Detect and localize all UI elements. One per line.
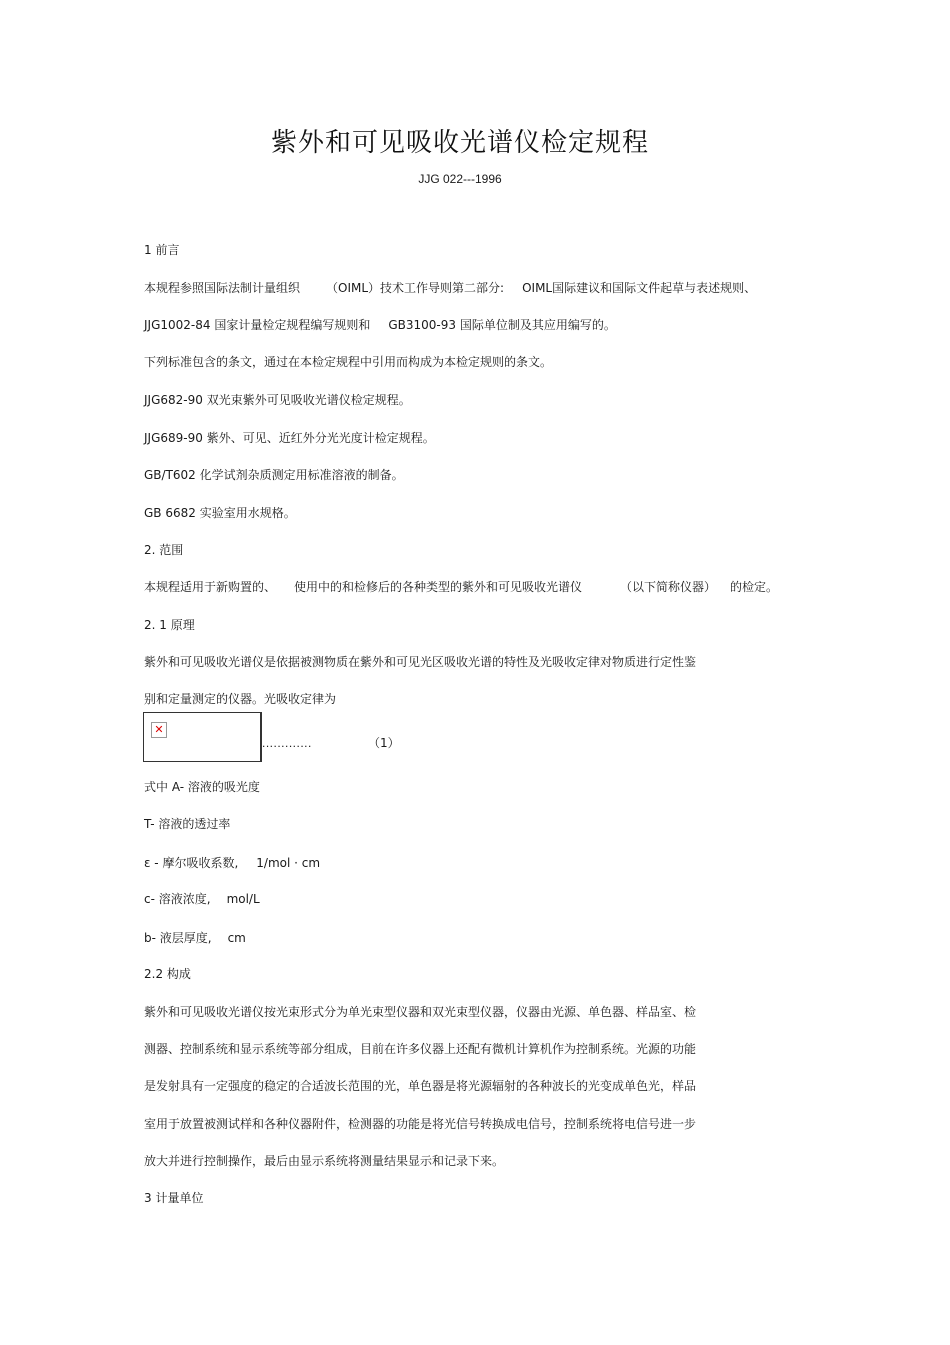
reference-item: GB/T602 化学试剂杂质测定用标准溶液的制备。 xyxy=(144,468,404,482)
document-title: 紫外和可见吸收光谱仪检定规程 xyxy=(270,128,649,158)
section-heading-principle: 2. 1 原理 xyxy=(144,618,195,632)
section-heading-units: 3 计量单位 xyxy=(144,1191,204,1205)
section-heading-preface: 1 前言 xyxy=(144,243,180,257)
equation-number: （1） xyxy=(368,736,400,750)
paragraph-line: JJG1002-84 国家计量检定规程编写规则和 GB3100-93 国际单位制及其应用编写的。 xyxy=(144,318,616,332)
paragraph-line: 测器、控制系统和显示系统等部分组成，目前在许多仪器上还配有微机计算机作为控制系统。光源的功能 xyxy=(144,1042,697,1056)
paragraph-line: 别和定量测定的仪器。光吸收定律为 xyxy=(144,692,337,706)
variable-definition: b- 液层厚度, cm xyxy=(144,931,246,945)
section-heading-scope: 2. 范围 xyxy=(144,543,184,557)
formula-image-placeholder xyxy=(143,712,262,762)
paragraph-line: 紫外和可见吸收光谱仪是依据被测物质在紫外和可见光区吸收光谱的特性及光吸收定律对物质进行定性鉴 xyxy=(144,655,697,669)
variable-definition: T- 溶液的透过率 xyxy=(144,817,231,831)
variable-definition: 式中 A- 溶液的吸光度 xyxy=(144,780,260,794)
paragraph-line: 下列标准包含的条文，通过在本检定规程中引用而构成为本检定规则的条文。 xyxy=(144,355,553,369)
variable-definition: c- 溶液浓度, mol/L xyxy=(144,892,260,906)
reference-item: JJG689-90 紫外、可见、近红外分光光度计检定规程。 xyxy=(144,431,435,445)
formula-leader-dots: ............. xyxy=(262,736,312,750)
paragraph-line: 本规程适用于新购置的、 使用中的和检修后的各种类型的紫外和可见吸收光谱仪 （以下简称仪器） 的检定。 xyxy=(144,580,779,594)
paragraph-line: 室用于放置被测试样和各种仪器附件，检测器的功能是将光信号转换成电信号，控制系统将电信号进一步 xyxy=(144,1117,697,1131)
paragraph-line: 是发射具有一定强度的稳定的合适波长范围的光，单色器是将光源辐射的各种波长的光变成单色光，样品 xyxy=(144,1079,697,1093)
reference-item: GB 6682 实验室用水规格。 xyxy=(144,506,296,520)
section-heading-composition: 2.2 构成 xyxy=(144,967,191,981)
paragraph-line: 紫外和可见吸收光谱仪按光束形式分为单光束型仪器和双光束型仪器，仪器由光源、单色器、样品室、检 xyxy=(144,1005,697,1019)
variable-definition: ε - 摩尔吸收系数, 1/mol · cm xyxy=(144,856,321,870)
broken-image-icon: ✕ xyxy=(151,722,167,738)
paragraph-line: 本规程参照国际法制计量组织 （OIML）技术工作导则第二部分: OIML国际建议和国际文件起草与表述规则、 xyxy=(144,281,757,295)
document-code: JJG 022---1996 xyxy=(418,172,502,186)
reference-item: JJG682-90 双光束紫外可见吸收光谱仪检定规程。 xyxy=(144,393,411,407)
paragraph-line: 放大并进行控制操作，最后由显示系统将测量结果显示和记录下来。 xyxy=(144,1154,505,1168)
